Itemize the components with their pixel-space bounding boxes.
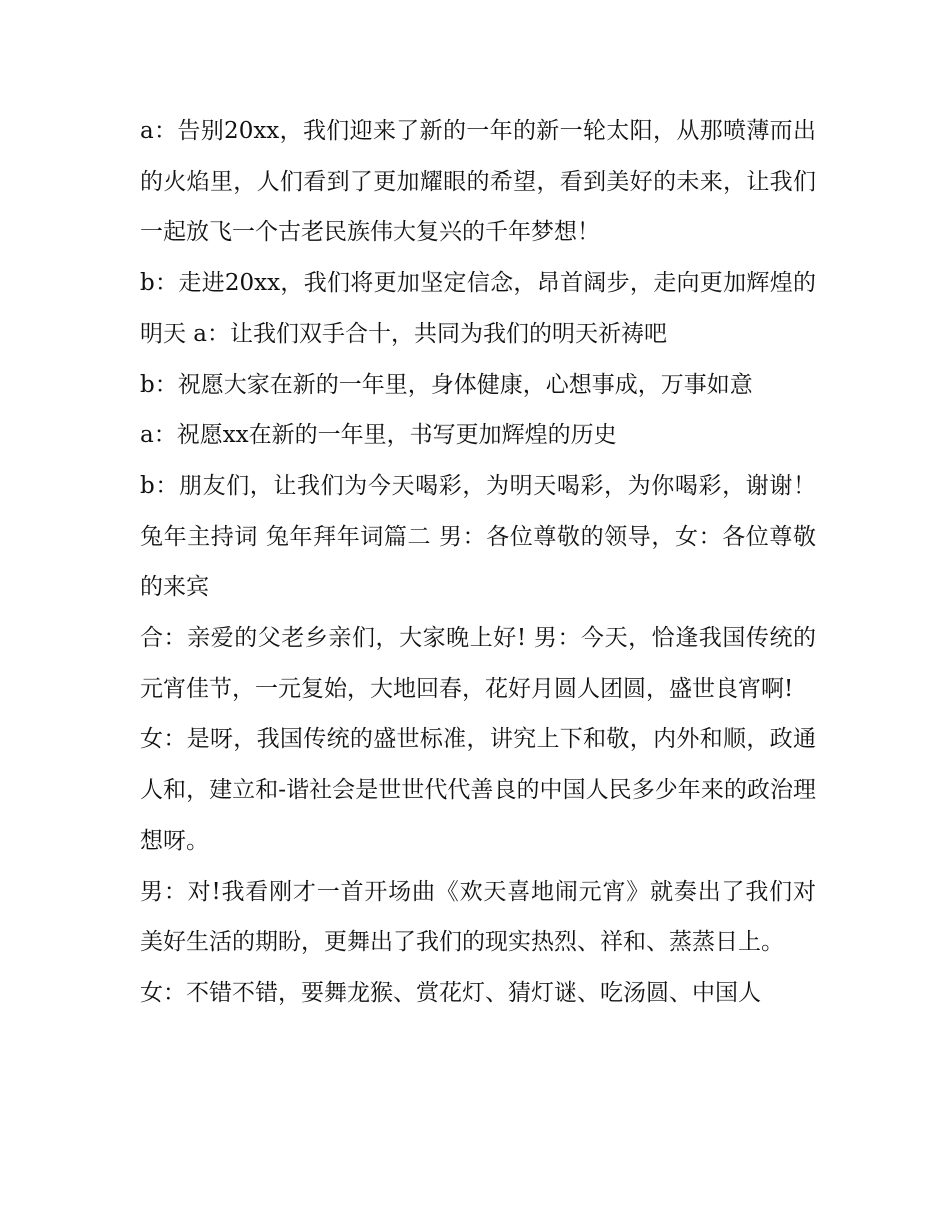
paragraph-2: b：走进20xx，我们将更加坚定信念，昂首阔步，走向更加辉煌的明天 a：让我们双手合十，共同为我们的明天祈祷吧 xyxy=(140,270,816,347)
paragraph-8: 男：对!我看刚才一首开场曲《欢天喜地闹元宵》就奏出了我们对美好生活的期盼，更舞出了我们的现实热烈、祥和、蒸蒸日上。 xyxy=(140,878,816,956)
paragraph-6: 合：亲爱的父老乡亲们，大家晚上好! 男：今天，恰逢我国传统的元宵佳节，一元复始，大地回春，花好月圆人团圆，盛世良宵啊! xyxy=(140,625,816,702)
paragraph-5: b：朋友们，让我们为今天喝彩，为明天喝彩，为你喝彩，谢谢！ 兔年主持词 兔年拜年词篇二 男：各位尊敬的领导，女：各位尊敬的来宾 xyxy=(140,472,816,601)
document-body xyxy=(140,106,816,1019)
paragraph-7: 女：是呀，我国传统的盛世标准，讲究上下和敬，内外和顺，政通人和，建立和-谐社会是世世代代善良的中国人民多少年来的政治理想呀。 xyxy=(140,726,816,854)
paragraph-9: 女：不错不错，要舞龙猴、赏花灯、猜灯谜、吃汤圆、中国人 xyxy=(140,979,761,1006)
paragraph-3: b：祝愿大家在新的一年里，身体健康，心想事成，万事如意 xyxy=(140,371,753,398)
paragraph-1: a：告别20xx，我们迎来了新的一年的新一轮太阳，从那喷薄而出的火焰里，人们看到了更加耀眼的希望，看到美好的未来，让我们一起放飞一个古老民族伟大复兴的千年梦想！ xyxy=(140,118,816,246)
paragraph-4: a：祝愿xx在新的一年里，书写更加辉煌的历史 xyxy=(140,422,617,449)
